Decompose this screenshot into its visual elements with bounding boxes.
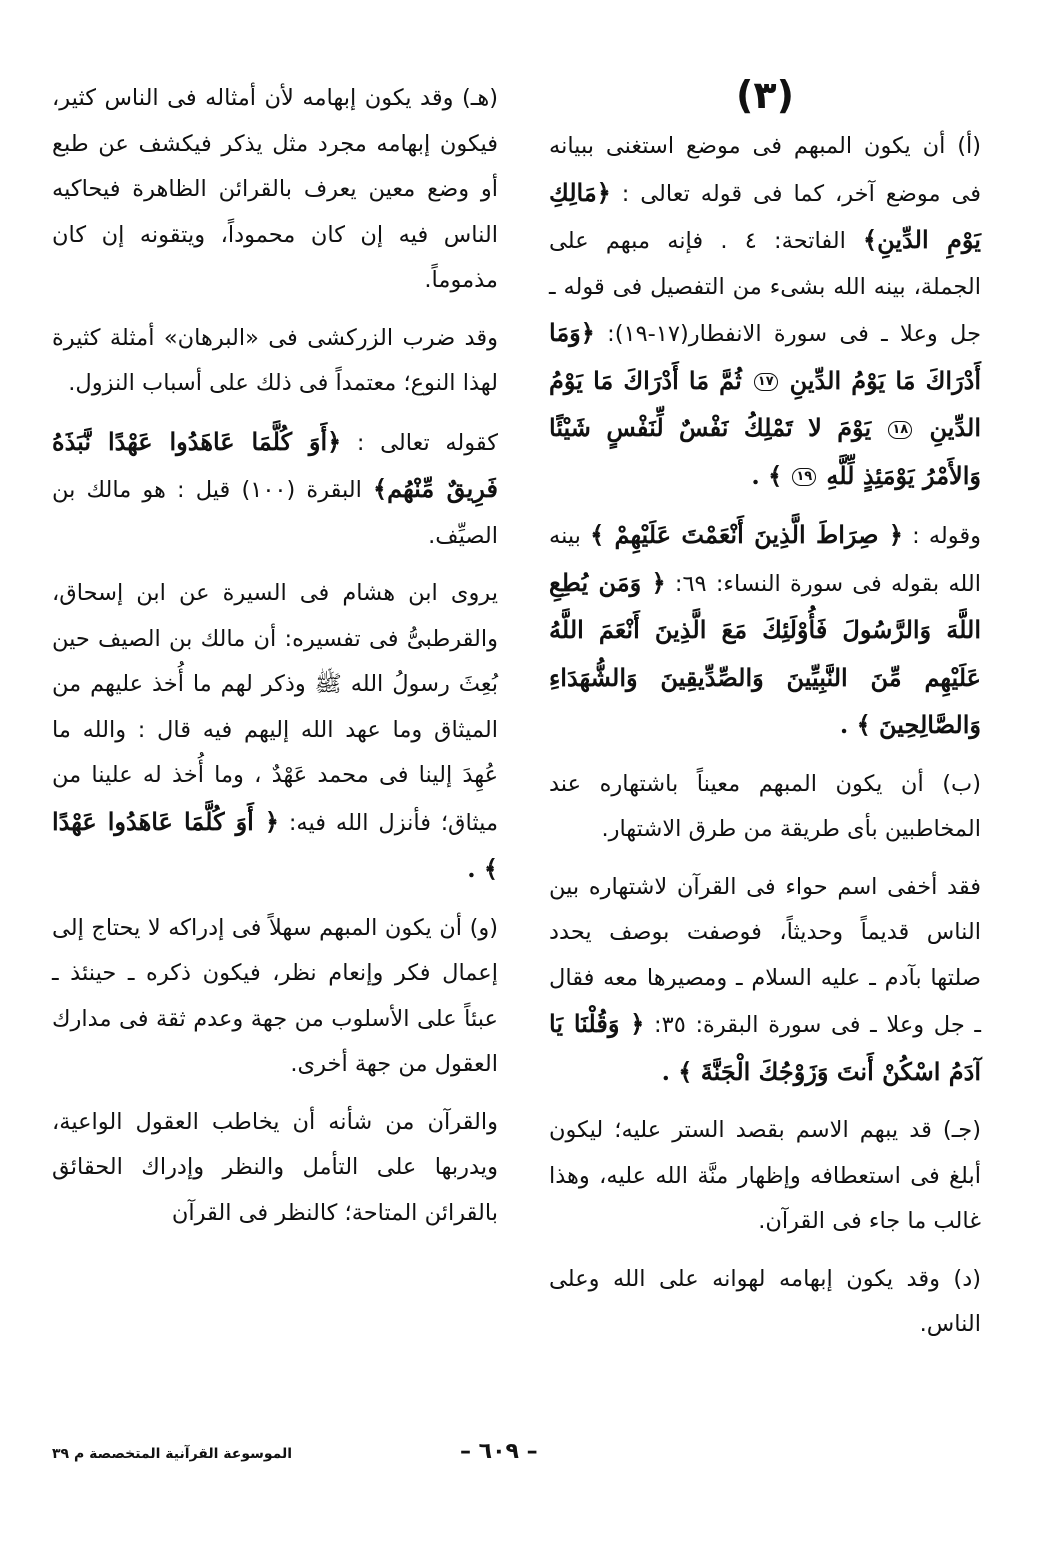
left-column: [52, 76, 498, 1248]
paragraph-ibn-hisham-text: يروى ابن هشام فى السيرة عن ابن إسحاق، والقرطبىُّ فى تفسيره: أن مالك بن الصيف حين بُعِثَ رسولُ الله ﷺ وذكر لهم ما أُخذ عليهم من الميثاق وما عهد الله إليهم فيه قال : والله ما عُهِدَ إلينا فى محمد عَهْدٌ ، وما أُخذ له علينا من ميثاق؛ فأنزل الله فيه:: [52, 580, 498, 836]
verse-infitar-part3: يَوْمَ لا تَمْلِكُ نَفْسٌ لِّنَفْسٍ شَيْئًا وَالأَمْرُ يَوْمَئِذٍ لِّلَّهِ: [549, 413, 981, 490]
paragraph-sirat-body: بينه الله بقوله فى سورة النساء: ٦٩:: [549, 523, 981, 597]
verse-infitar-end: ﴾ .: [751, 460, 783, 490]
page-number: – ٦٠٩ –: [460, 1439, 538, 1464]
paragraph-quran-text: والقرآن من شأنه أن يخاطب العقول الواعية، ويدربها على التأمل والنظر وإدراك الحقائق بالقرائن المتاحة؛ كالنظر فى القرآن: [52, 1108, 498, 1226]
right-column: [549, 70, 981, 1360]
paragraph-hawwa: [549, 865, 981, 1097]
paragraph-b: [549, 762, 981, 853]
paragraph-h-text: (هـ) وقد يكون إبهامه لأن أمثاله فى الناس كثير، فيكون إبهامه مجرد مثل يذكر فيكشف عن طبع أو وضع معين يعرف بالقرائن الظاهرة فيحاكيه الناس فيه إن كان محموداً، ويتقونه إن كان مذموماً.: [52, 85, 498, 293]
paragraph-a-intro: (أ) أن يكون المبهم فى موضع استغنى ببيانه فى موضع آخر، كما فى قوله تعالى :: [549, 133, 981, 207]
paragraph-h: [52, 76, 498, 304]
paragraph-d-text: (د) وقد يكون إبهامه لهوانه على الله وعلى الناس.: [549, 1265, 981, 1337]
ayah-number-17: ١٧: [754, 373, 778, 391]
ayah-number-19: ١٩: [792, 468, 816, 486]
paragraph-sirat: [549, 512, 981, 750]
section-number: (٣): [736, 73, 794, 117]
paragraph-b-text: (ب) أن يكون المبهم معيناً باشتهاره عند المخاطبين بأى طريقة من طرق الاشتهار.: [549, 770, 981, 842]
paragraph-ibn-hisham: [52, 571, 498, 894]
verse-fatiha-sirat: ﴿ صِرَاطَ الَّذِينَ أَنْعَمْتَ عَلَيْهِمْ ﴾: [590, 520, 903, 549]
verse-baqara-100: ﴿أَوَ كُلَّمَا عَاهَدُوا عَهْدًا نَّبَذَهُ فَرِيقٌ مِّنْهُم﴾: [52, 426, 498, 503]
paragraph-zarkashi: [52, 316, 498, 407]
verse-baqara-35: ﴿ وَقُلْنَا يَا آدَمُ اسْكُنْ أَنتَ وَزَوْجُكَ الْجَنَّةَ ﴾ .: [549, 1009, 981, 1086]
verse-fatiha: ﴿مَالِكِ يَوْمِ الدِّينِ﴾: [549, 177, 981, 254]
paragraph-c-text: (جـ) قد يبهم الاسم بقصد الستر عليه؛ ليكون أبلغ فى استعطافه وإظهار منَّة الله عليه، وهذا غالب ما جاء فى القرآن.: [549, 1117, 981, 1234]
paragraph-w-text: (و) أن يكون المبهم سهلاً فى إدراكه لا يحتاج إلى إعمال فكر وإنعام نظر، فيكون ذكره ـ حينئذ ـ عبئاً على الأسلوب من جهة وعدم ثقة فى مدارك العقول من جهة أخرى.: [52, 914, 498, 1077]
verse-nisa: ﴿ وَمَن يُطِعِ اللَّهَ وَالرَّسُولَ فَأُوْلَئِكَ مَعَ الَّذِينَ أَنْعَمَ اللَّهُ عَلَيْهِم مِّنَ النَّبِيِّينَ وَالصِّدِّيقِينَ وَالشُّهَدَاءِ وَالصَّالِحِينَ ﴾ .: [549, 567, 981, 739]
paragraph-a-body: الفاتحة: ٤ . فإنه مبهم على الجملة، بينه الله بشىء من التفصيل فى قوله ـ جل وعلا ـ فى سورة الانفطار(١٧-١٩):: [549, 228, 981, 347]
paragraph-c: [549, 1108, 981, 1245]
paragraph-example: [52, 419, 498, 560]
verse-infitar-part2: ثُمَّ مَا أَدْرَاكَ مَا يَوْمُ الدِّينِ: [549, 365, 982, 442]
series-footer: الموسوعة القرآنية المتخصصة م ٣٩: [52, 1446, 293, 1462]
paragraph-hawwa-text: فقد أخفى اسم حواء فى القرآن لاشتهاره بين الناس قديماً وحديثاً، فوصفت بوصف يحدد صلتها بآدم ـ عليه السلام ـ ومصيرها معه فقال ـ جل وعلا ـ فى سورة البقرة: ٣٥:: [549, 873, 981, 1038]
paragraph-quran: [52, 1100, 498, 1237]
paragraph-d: [549, 1257, 981, 1348]
paragraph-example-intro: كقوله تعالى :: [356, 429, 499, 456]
paragraph-w: [52, 906, 498, 1088]
paragraph-sirat-intro: وقوله :: [912, 523, 982, 549]
paragraph-a: [549, 124, 981, 500]
verse-baqara-100-short: ﴿ أَوَ كُلَّمَا عَاهَدُوا عَهْدًا ﴾ .: [52, 806, 498, 883]
paragraph-example-body: البقرة (١٠٠) قيل : هو مالك بن الصيِّف.: [52, 477, 498, 549]
ayah-number-18: ١٨: [888, 421, 912, 439]
paragraph-zarkashi-text: وقد ضرب الزركشى فى «البرهان» أمثلة كثيرة لهذا النوع؛ معتمداً فى ذلك على أسباب النزول.: [52, 324, 498, 396]
verse-infitar-part1: ﴿وَمَا أَدْرَاكَ مَا يَوْمُ الدِّينِ: [549, 318, 982, 395]
